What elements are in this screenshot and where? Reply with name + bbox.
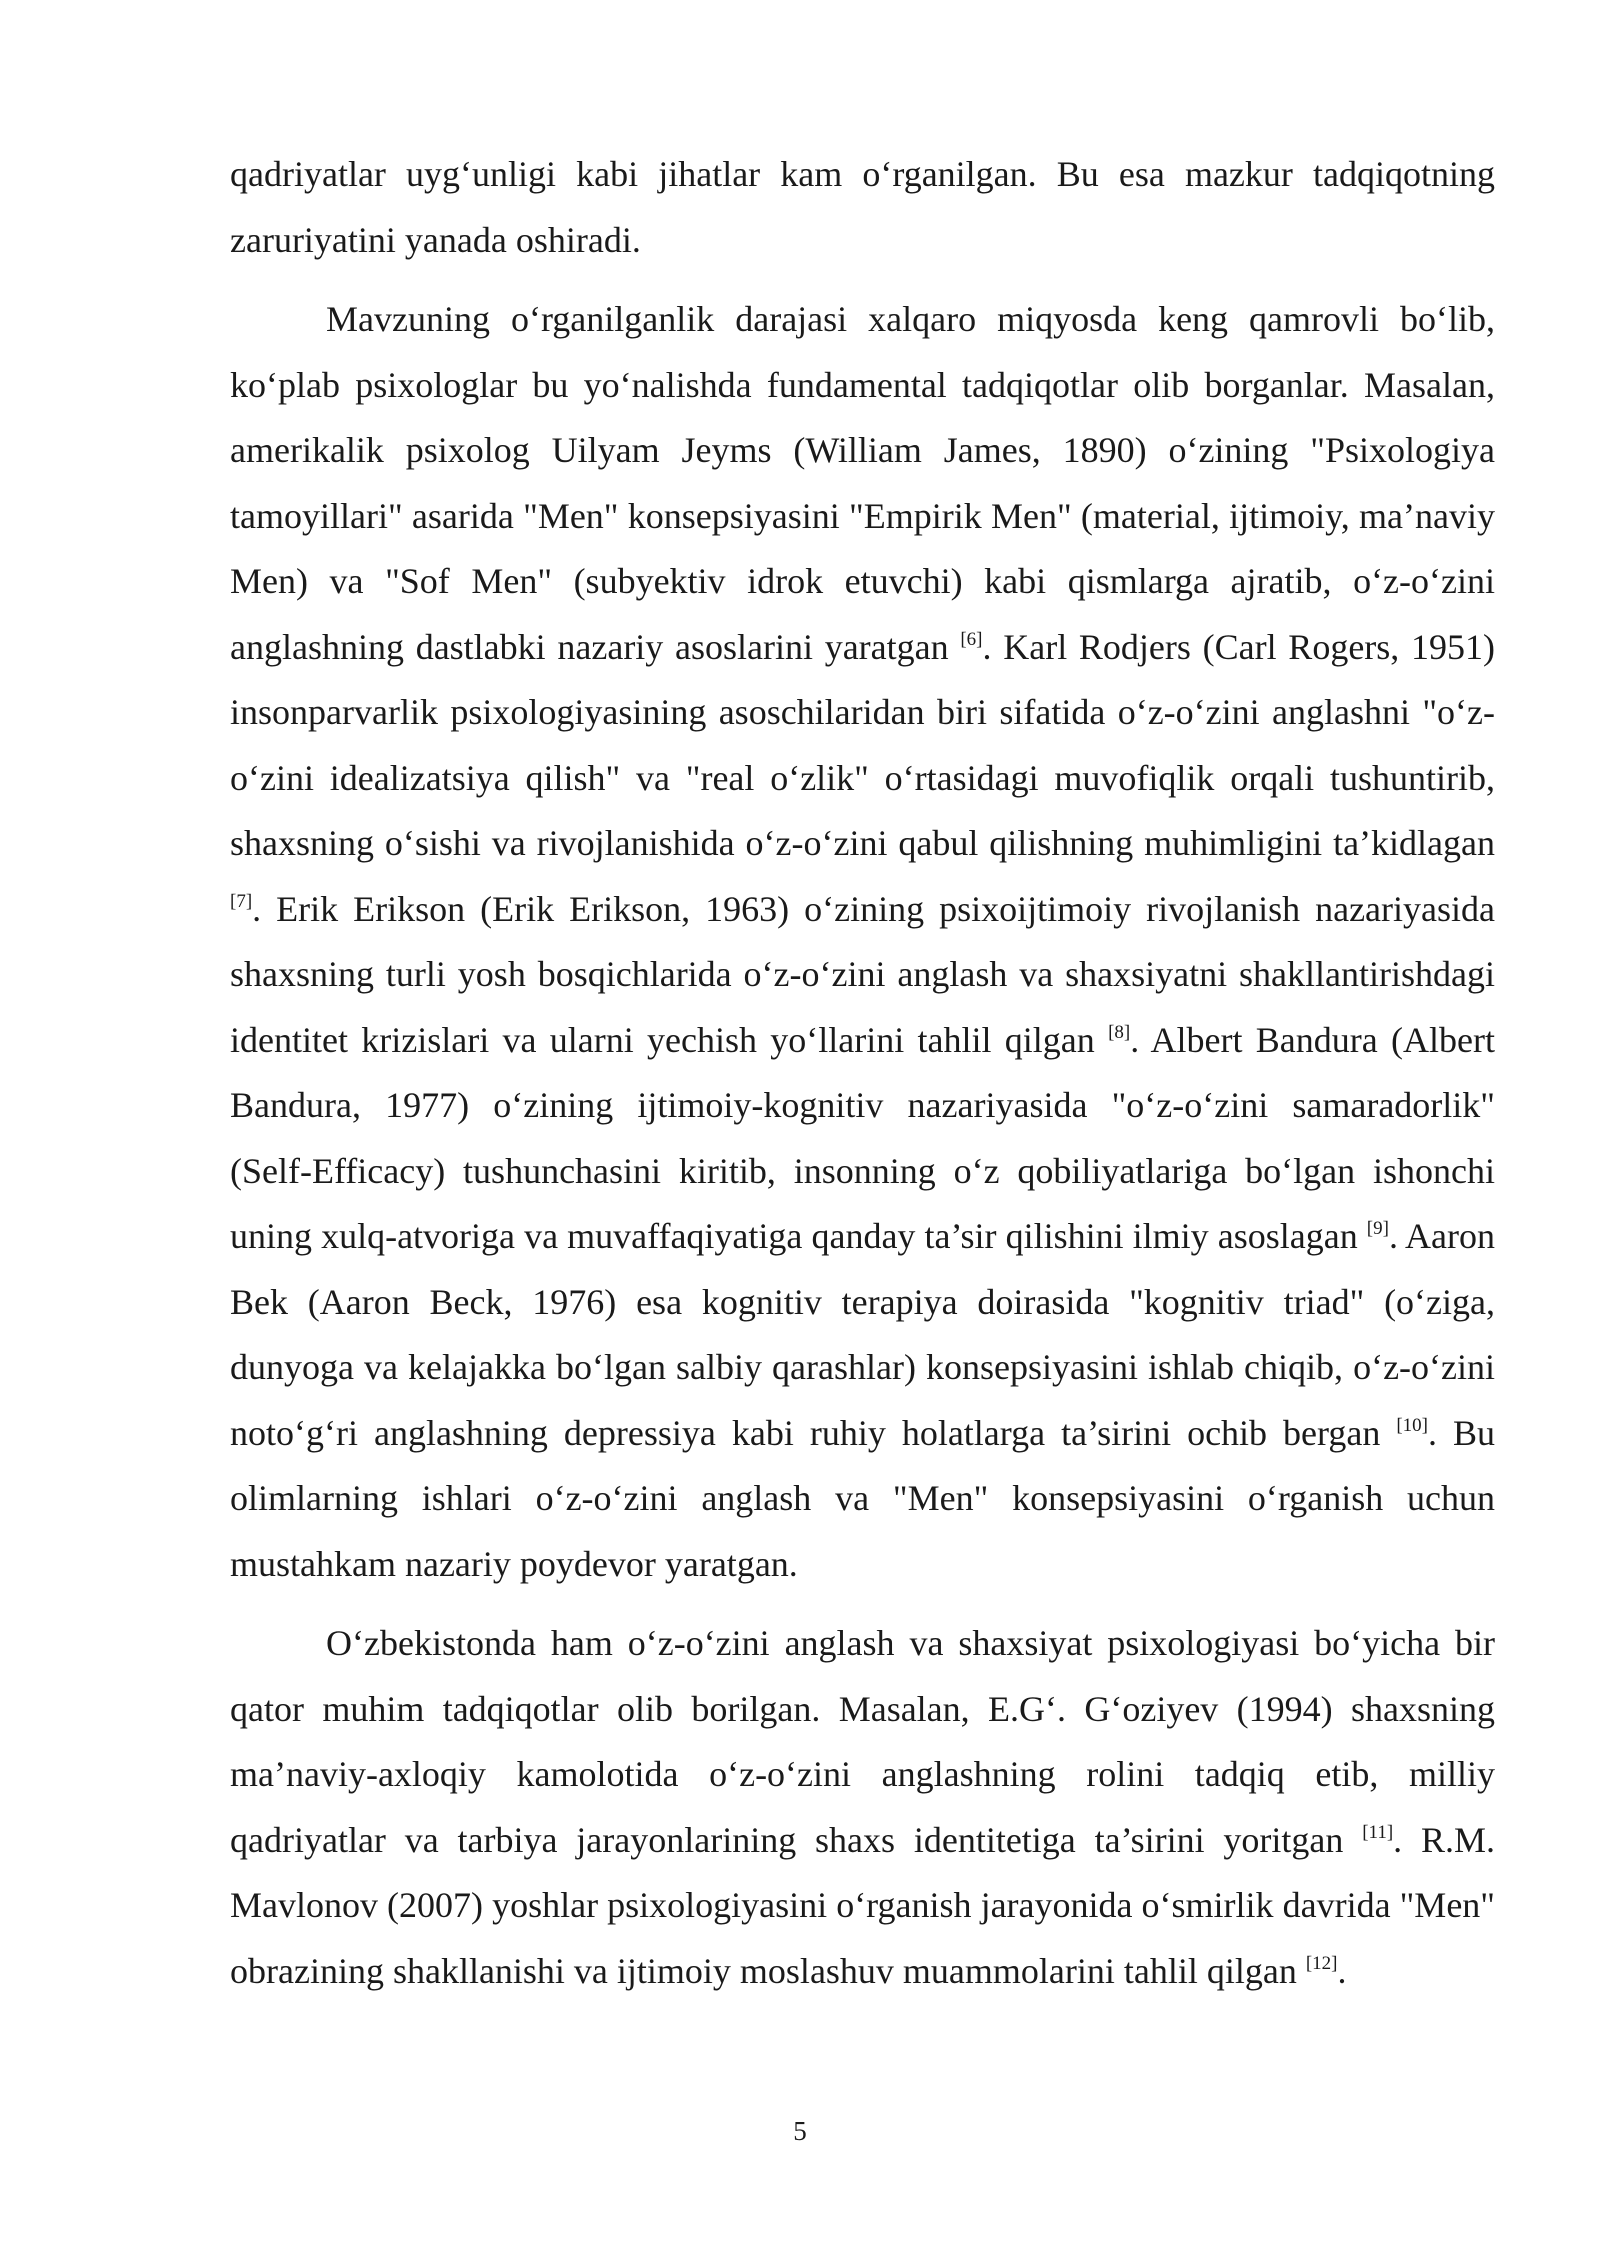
paragraph-text: qadriyatlar uyg‘unligi kabi jihatlar kam o‘rganilgan. Bu esa mazkur tadqiqotning zaruriyatini yanada oshiradi. (230, 154, 1495, 260)
paragraph-1 (230, 142, 1495, 273)
paragraph-3 (230, 1611, 1495, 2004)
paragraph-text: . Albert Bandura (Albert Bandura, 1977) o‘zining ijtimoiy-kognitiv nazariyasida "o‘z-o‘zini samaradorlik" (Self-Efficacy) tushunchasini kiritib, insonning o‘z qobiliyatlariga bo‘lgan ishonchi uning xulq-atvoriga va muvaffaqiyatiga qanday ta’sir qilishini ilmiy asoslagan (230, 1019, 1495, 1256)
citation-ref: [12] (1305, 1952, 1338, 1974)
paragraph-text: Mavzuning o‘rganilganlik darajasi xalqaro miqyosda keng qamrovli bo‘lib, ko‘plab psixologlar bu yo‘nalishda fundamental tadqiqotlar olib borganlar. Masalan, amerikalik psixolog Uilyam Jeyms (William James, 1890) o‘zining "Psixologiya tamoyillari" asarida "Men" konsepsiyasini "Empirik Men" (material, ijtimoiy, ma’naviy Men) va "Sof Men" (subyektiv idrok etuvchi) kabi qismlarga ajratib, o‘z-o‘zini anglashning dastlabki nazariy asoslarini yaratgan (230, 299, 1495, 667)
document-page (230, 142, 1495, 2018)
page-number: 5 (793, 2116, 807, 2146)
citation-ref: [9] (1366, 1218, 1389, 1239)
paragraph-text: . Karl Rodjers (Carl Rogers, 1951) insonparvarlik psixologiyasining asoschilaridan biri sifatida o‘z-o‘zini anglashni "o‘z-o‘zini idealizatsiya qilish" va "real o‘zlik" o‘rtasidagi muvofiqlik orqali tushuntirib, shaxsning o‘sishi va rivojlanishida o‘z-o‘zini qabul qilishning muhimligini ta’kidlagan (230, 626, 1496, 863)
paragraph-text: . Aaron Bek (Aaron Beck, 1976) esa kognitiv terapiya doirasida "kognitiv triad" (o‘ziga, dunyoga va kelajakka bo‘lgan salbiy qarashlar) konsepsiyasini ishlab chiqib, o‘z-o‘zini noto‘g‘ri anglashning depressiya kabi ruhiy holatlarga ta’sirini ochib bergan (230, 1216, 1495, 1453)
citation-ref: [8] (1108, 1021, 1131, 1043)
paragraph-text: . R.M. Mavlonov (2007) yoshlar psixologiyasini o‘rganish jarayonida o‘smirlik davrida "Men" obrazining shakllanishi va ijtimoiy moslashuv muammolarini tahlil qilgan (230, 1819, 1495, 1991)
citation-ref: [11] (1362, 1821, 1394, 1843)
paragraph-text: . Erik Erikson (Erik Erikson, 1963) o‘zining psixoijtimoiy rivojlanish nazariyasida shaxsning turli yosh bosqichlarida o‘z-o‘zini anglash va shaxsiyatni shakllantirishdagi identitet krizislari va ularni yechish yo‘llarini tahlil qilgan (230, 888, 1495, 1060)
citation-ref: [10] (1396, 1414, 1428, 1436)
paragraph-text: . Bu olimlarning ishlari o‘z-o‘zini anglash va "Men" konsepsiyasini o‘rganish uchun mustahkam nazariy poydevor yaratgan. (230, 1412, 1495, 1584)
citation-ref: [6] (960, 628, 983, 650)
citation-ref: [7] (230, 890, 253, 912)
paragraph-2 (230, 287, 1495, 1597)
paragraph-text: O‘zbekistonda ham o‘z-o‘zini anglash va shaxsiyat psixologiyasi bo‘yicha bir qator muhim tadqiqotlar olib borilgan. Masalan, E.G‘. G‘oziyev (1994) shaxsning ma’naviy-axloqiy kamolotida o‘z-o‘zini anglashning rolini tadqiq etib, milliy qadriyatlar va tarbiya jarayonlarining shaxs identitetiga ta’sirini yoritgan (230, 1623, 1495, 1860)
paragraph-text: . (1337, 1950, 1347, 1991)
